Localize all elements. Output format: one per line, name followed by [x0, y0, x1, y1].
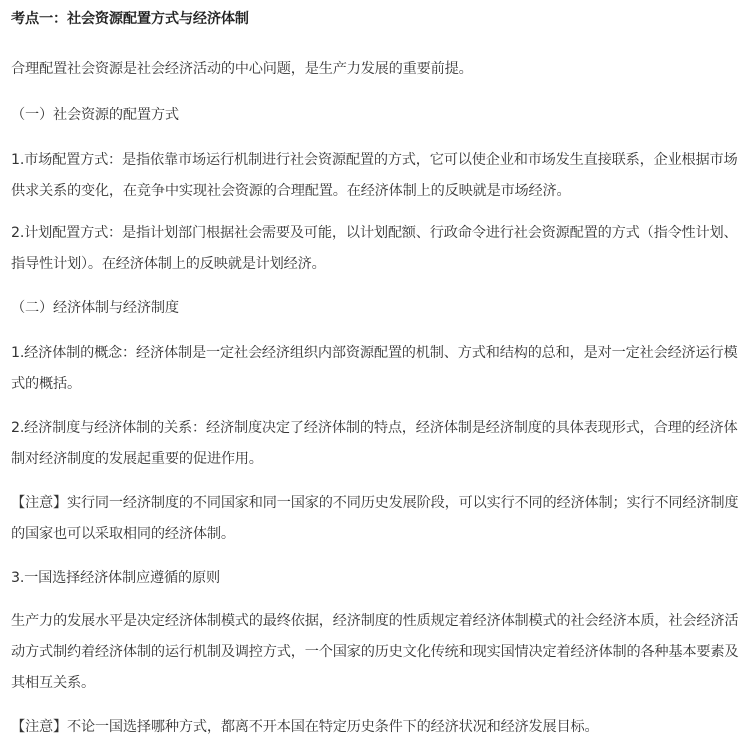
page-title: 考点一：社会资源配置方式与经济体制 [11, 11, 249, 27]
principle-heading: 3.一国选择经济体制应遵循的原则 [11, 570, 220, 586]
market-allocation-paragraph: 1.市场配置方式：是指依靠市场运行机制进行社会资源配置的方式，它可以使企业和市场发生直接联系，企业根据市场供求关系的变化，在竞争中实现社会资源的合理配置。在经济体制上的反映就是市场经济。 [11, 152, 738, 199]
intro-paragraph: 合理配置社会资源是社会经济活动的中心问题，是生产力发展的重要前提。 [11, 61, 473, 77]
planned-allocation-paragraph: 2.计划配置方式：是指计划部门根据社会需要及可能，以计划配额、行政命令进行社会资源配置的方式（指令性计划、指导性计划）。在经济体制上的反映就是计划经济。 [11, 225, 738, 272]
principle-paragraph: 生产力的发展水平是决定经济体制模式的最终依据，经济制度的性质规定着经济体制模式的社会经济本质，社会经济活动方式制约着经济体制的运行机制及调控方式，一个国家的历史文化传统和现实国情决定着经济体制的各种基本要素及其相互关系。 [11, 613, 739, 691]
system-relation-paragraph: 2.经济制度与经济体制的关系：经济制度决定了经济体制的特点，经济体制是经济制度的具体表现形式，合理的经济体制对经济制度的发展起重要的促进作用。 [11, 420, 738, 467]
section-heading-allocation: （一）社会资源的配置方式 [11, 107, 179, 123]
note-paragraph-2: 【注意】不论一国选择哪种方式，都离不开本国在特定历史条件下的经济状况和经济发展目标。 [11, 719, 599, 735]
note-paragraph: 【注意】实行同一经济制度的不同国家和同一国家的不同历史发展阶段，可以实行不同的经济体制；实行不同经济制度的国家也可以采取相同的经济体制。 [11, 495, 739, 542]
system-concept-paragraph: 1.经济体制的概念：经济体制是一定社会经济组织内部资源配置的机制、方式和结构的总和，是对一定社会经济运行模式的概括。 [11, 345, 738, 392]
section-heading-system: （二）经济体制与经济制度 [11, 300, 179, 316]
